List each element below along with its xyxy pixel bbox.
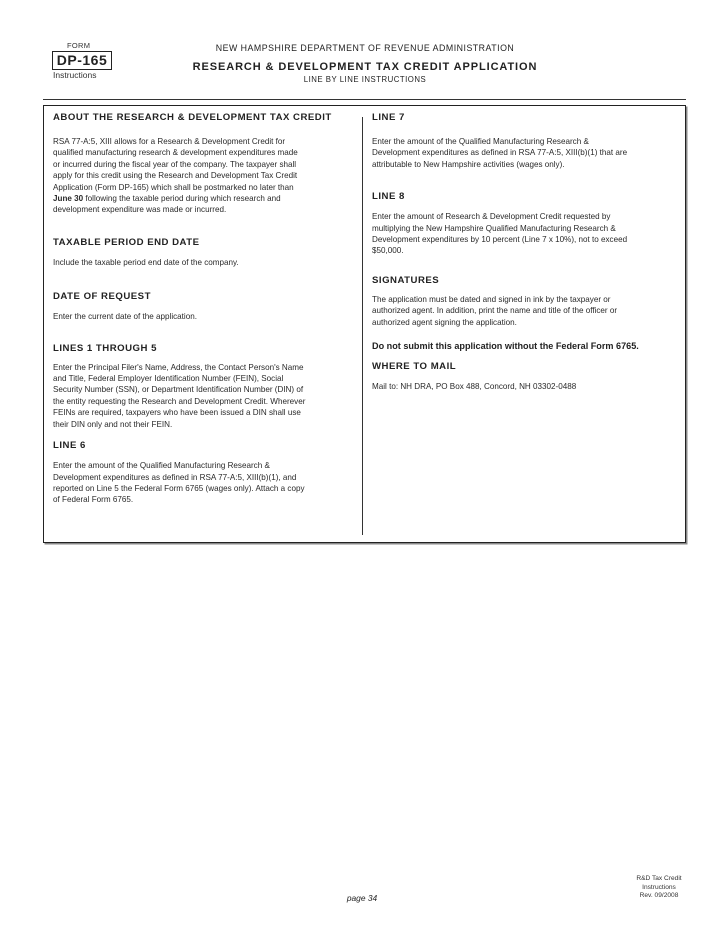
signatures-line: authorized agent signing the application. (372, 317, 517, 327)
form-label: FORM (67, 41, 91, 50)
about-line: development expenditure was made or incurred. (53, 205, 227, 215)
header-rule (43, 99, 686, 100)
line-6-line: Enter the amount of the Qualified Manufacturing Research & (53, 461, 270, 471)
date-of-request-text: Enter the current date of the application. (53, 312, 197, 322)
where-to-mail-heading: WHERE TO MAIL (372, 361, 457, 373)
signatures-heading: SIGNATURES (372, 274, 440, 286)
line-6-text (53, 460, 353, 506)
line-8-line: multiplying the New Hampshire Qualified Manufacturing Research & (372, 223, 616, 233)
about-heading: ABOUT THE RESEARCH & DEVELOPMENT TAX CREDIT (53, 112, 332, 123)
line-8-line: Enter the amount of Research & Development Credit requested by (372, 212, 611, 222)
lines-1-5-line: FEINs are required, taxpayers who have been issued a DIN shall use (53, 408, 301, 418)
lines-1-5-line: and Title, Federal Employer Identification Number (FEIN), Social (53, 374, 284, 384)
about-line: RSA 77-A:5, XIII allows for a Research & Development Credit for (53, 137, 286, 146)
lines-1-5-line: the entity requesting the Research and Development Credit. Wherever (53, 396, 306, 406)
revision-line: Instructions (642, 883, 676, 891)
line-6-line: reported on Line 5 the Federal Form 6765 (wages only). Attach a copy (53, 483, 305, 493)
signatures-line: The application must be dated and signed in ink by the taxpayer or (372, 294, 611, 304)
lines-1-5-line: Security Number (SSN), or Department Identification Number (DIN) of (53, 385, 304, 395)
taxable-period-text: Include the taxable period end date of the company. (53, 257, 239, 267)
about-line: or incurred during the fiscal year of the company. The taxpayer shall (53, 159, 297, 169)
revision-note (628, 875, 690, 901)
about-line: apply for this credit using the Research and Development Tax Credit (53, 171, 298, 181)
about-line: Application (Form DP-165) which shall be postmarked no later than (53, 182, 294, 192)
taxable-period-heading: TAXABLE PERIOD END DATE (53, 236, 200, 248)
about-line: qualified manufacturing research & development expenditures made (53, 148, 298, 158)
revision-line: R&D Tax Credit (636, 875, 682, 882)
mailing-address: Mail to: NH DRA, PO Box 488, Concord, NH 03302-0488 (372, 382, 577, 392)
lines-1-5-line: their DIN only and not their FEIN. (53, 419, 173, 429)
line-7-heading: LINE 7 (372, 112, 405, 123)
lines-1-5-heading: LINES 1 THROUGH 5 (53, 342, 157, 354)
agency-name: NEW HAMPSHIRE DEPARTMENT OF REVENUE ADMINISTRATION (215, 43, 515, 53)
page-number: page 34 (346, 893, 378, 903)
line-7-line: Enter the amount of the Qualified Manufacturing Research & (372, 137, 589, 146)
signatures-text (372, 294, 678, 328)
line-6-line: Development expenditures as defined in RSA 77-A:5, XIII(b)(1), and (53, 472, 297, 482)
revision-line: Rev. 09/2008 (639, 892, 679, 900)
line-6-line: of Federal Form 6765. (53, 495, 134, 505)
document-title: RESEARCH & DEVELOPMENT TAX CREDIT APPLICATION (192, 61, 538, 73)
right-column (372, 112, 678, 392)
about-line (53, 193, 353, 204)
form-subtitle: Instructions (53, 70, 97, 80)
line-8-line: Development expenditures by 10 percent (Line 7 x 10%), not to exceed (372, 235, 628, 245)
column-divider (362, 117, 363, 535)
left-column (53, 112, 353, 506)
line-7-line: Development expenditures as defined in RSA 77-A:5, XIII(b)(1) that are (372, 148, 628, 158)
deadline-date: June 30 (53, 194, 84, 204)
date-of-request-heading: DATE OF REQUEST (53, 291, 151, 303)
line-8-heading: LINE 8 (372, 191, 405, 203)
lines-1-5-text (53, 362, 353, 430)
form-number: DP-165 (52, 51, 112, 70)
line-7-line: attributable to New Hampshire activities (wages only). (372, 159, 565, 169)
lines-1-5-line: Enter the Principal Filer's Name, Address, the Contact Person's Name (53, 362, 304, 372)
line-8-text (372, 211, 678, 257)
federal-form-warning: Do not submit this application without the Federal Form 6765. (372, 341, 639, 352)
line-8-line: $50,000. (372, 246, 404, 256)
line-6-heading: LINE 6 (53, 440, 86, 452)
about-text (53, 136, 353, 216)
about-deadline-rest: following the taxable period during which research and (83, 194, 281, 204)
signatures-line: authorized agent. In addition, print the name and title of the officer or (372, 306, 618, 316)
line-7-text (372, 136, 678, 170)
document-subtitle: LINE BY LINE INSTRUCTIONS (303, 75, 427, 84)
